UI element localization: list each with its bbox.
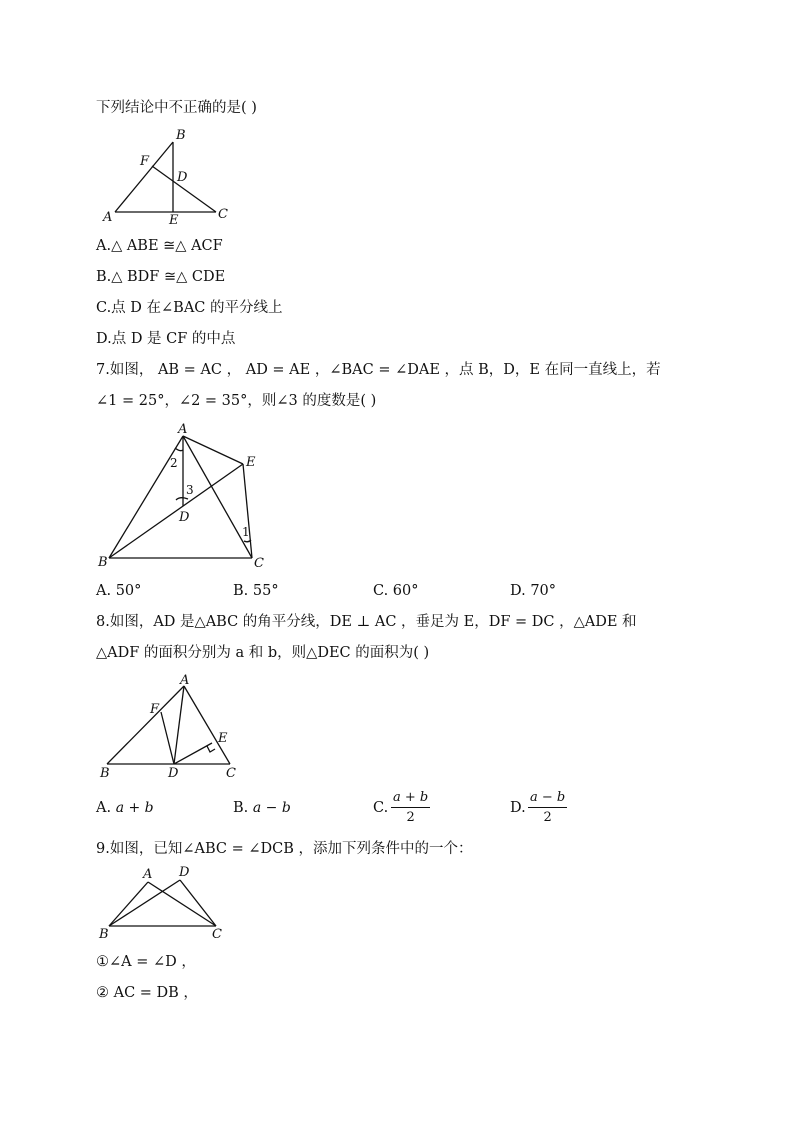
q8-stem-line2: △ADF 的面积分别为 a 和 b，则△DEC 的面积为( ) xyxy=(96,645,430,661)
q8-label-c: C xyxy=(226,766,236,781)
q8-option-d-label: D. xyxy=(510,800,526,816)
q7-option-b: B. 55° xyxy=(233,583,279,599)
q8-option-d-fraction: $\frac{a - b}{2}$ xyxy=(530,790,566,825)
q8-option-c-label: C. xyxy=(373,800,389,816)
q6-label-d: D xyxy=(177,170,188,185)
q8-stem-line1: 8.如图，AD 是△ABC 的角平分线，DE ⊥ AC ，垂足为 E，DF = DC ，△ADE 和 xyxy=(96,614,637,630)
q6-option-a: A.△ ABE ≅△ ACF xyxy=(96,238,223,254)
q6-label-b: B xyxy=(176,128,186,143)
q7-label-d: D xyxy=(179,510,190,525)
q8-label-f: F xyxy=(150,702,160,717)
q6-option-b: B.△ BDF ≅△ CDE xyxy=(96,269,226,285)
q8-label-e: E xyxy=(218,731,228,746)
q6-stem: 下列结论中不正确的是( ) xyxy=(96,100,257,116)
q7-angle-3: 3 xyxy=(186,483,194,497)
q6-option-c: C.点 D 在∠BAC 的平分线上 xyxy=(96,300,283,316)
q6-option-d: D.点 D 是 CF 的中点 xyxy=(96,331,236,347)
q9-label-d: D xyxy=(179,865,190,880)
q9-label-b: B xyxy=(99,927,109,942)
q7-stem-line1: 7.如图， AB = AC ， AD = AE ，∠BAC = ∠DAE ，点 B，D，E 在同一直线上，若 xyxy=(96,362,661,378)
q7-stem-line2: ∠1 = 25°，∠2 = 35°，则∠3 的度数是( ) xyxy=(96,393,377,409)
q9-label-c: C xyxy=(212,927,222,942)
q7-label-b: B xyxy=(98,555,108,570)
q8-label-a: A xyxy=(180,673,190,688)
q8-option-a: A. a + b xyxy=(96,800,154,816)
q7-option-d: D. 70° xyxy=(510,583,557,599)
q7-angle-2: 2 xyxy=(170,456,178,470)
q8-label-d: D xyxy=(168,766,179,781)
q6-label-f: F xyxy=(140,154,150,169)
q6-label-c: C xyxy=(218,207,228,222)
q7-option-a: A. 50° xyxy=(96,583,142,599)
q9-label-a: A xyxy=(143,867,153,882)
q7-label-a: A xyxy=(178,422,188,437)
q9-condition-2: ② AC = DB ， xyxy=(96,985,198,1001)
q8-option-b: B. a − b xyxy=(233,800,291,816)
q7-label-e: E xyxy=(246,455,256,470)
q7-option-c: C. 60° xyxy=(373,583,419,599)
q8-label-b: B xyxy=(100,766,110,781)
q9-stem: 9.如图，已知∠ABC = ∠DCB ，添加下列条件中的一个： xyxy=(96,841,473,857)
q8-option-c-fraction: $\frac{a + b}{2}$ xyxy=(393,790,429,825)
q7-angle-1: 1 xyxy=(242,525,250,539)
q6-label-e: E xyxy=(169,213,179,228)
q6-label-a: A xyxy=(103,210,113,225)
q9-condition-1: ①∠A = ∠D ， xyxy=(96,954,196,970)
q7-label-c: C xyxy=(254,556,264,571)
